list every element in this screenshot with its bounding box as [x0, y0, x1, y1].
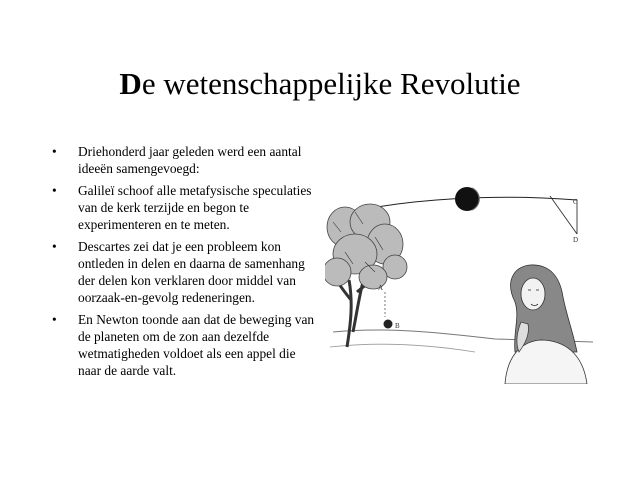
title-text: e wetenschappelijke Revolutie: [141, 66, 521, 101]
bullet-item: [48, 238, 318, 306]
label-c: C: [573, 198, 578, 206]
title-initial: D: [119, 66, 142, 101]
ground-line: [330, 344, 475, 352]
bullet-list: [48, 143, 318, 384]
bullet-text: Galileï schoof alle metafysische speculaties van de kerk terzijde en begon te experimenteren en te meten.: [78, 183, 312, 232]
bullet-dot: •: [52, 312, 57, 327]
label-b: B: [395, 322, 400, 330]
tree-foliage: [325, 204, 407, 289]
newton-figure: [505, 265, 587, 384]
bullet-text: Driehonderd jaar geleden werd een aantal ideeën samengevoegd:: [78, 144, 302, 176]
slide-title: [0, 66, 640, 102]
apple-icon: [384, 320, 393, 329]
bullet-text: Descartes zei dat je een probleem kon ontleden in delen en daarna de samenhang der delen kon verklaren door middel van oorzaak-en-gevolg redeneringen.: [78, 239, 305, 305]
bullet-text: En Newton toonde aan dat de beweging van de planeten om de zon aan dezelfde wetmatigheden voldoet als een appel die naar de aarde valt.: [78, 312, 315, 378]
bullet-dot: •: [52, 144, 57, 159]
label-a: A: [378, 284, 384, 292]
label-d: D: [573, 236, 579, 244]
bullet-item: [48, 311, 318, 379]
newton-apple-illustration: [325, 182, 593, 384]
bullet-item: [48, 143, 318, 177]
bullet-dot: •: [52, 183, 57, 198]
bullet-item: [48, 182, 318, 233]
bullet-dot: •: [52, 239, 57, 254]
